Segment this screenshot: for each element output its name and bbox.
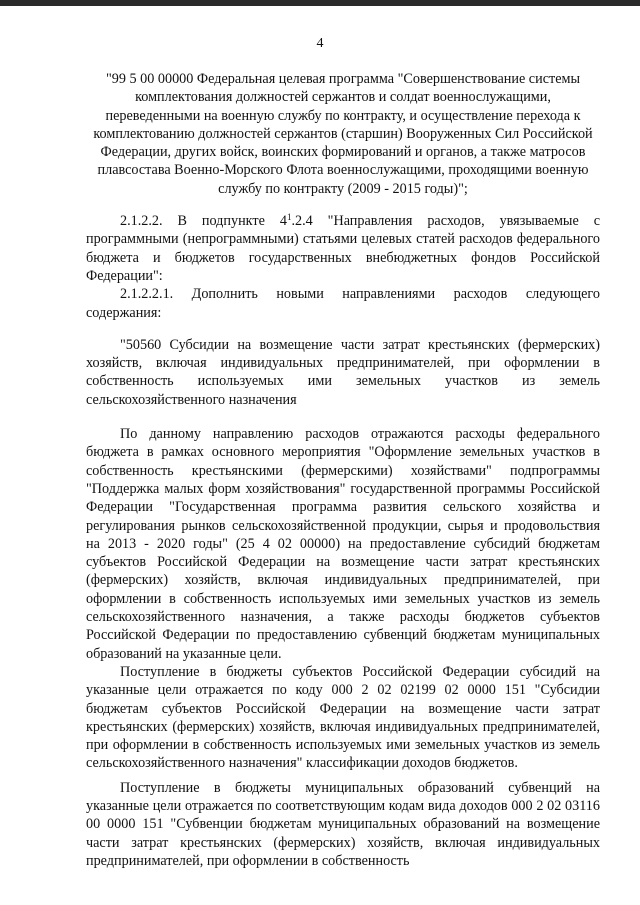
direction-50560: "50560 Субсидии на возмещение части затрат крестьянских (фермерских) хозяйств, включая индивидуальных предпринимателей, при оформлении в собственность используемых ими земельных участков из земель сельскохозяйственного назначения: [86, 336, 600, 408]
program-heading: "99 5 00 00000 Федеральная целевая программа "Совершенствование системы комплектования должностей сержантов и солдат военнослужащими, переведенными на военную службу по контракту, и осуществление перехода к комплектованию должностей сержантов (старшин) Вооруженных Сил Российской Федерации, других войск, воинских формирований и органов, а также матросов плавсостава Военно-Морского Флота военнослужащими, проходящими военную службу по контракту (2009 - 2015 годы)";: [93, 71, 593, 197]
paragraph-municipal-receipts: Поступление в бюджеты муниципальных образований субвенций на указанные цели отражается по соответствующим кодам вида доходов 000 2 02 03116 00 0000 151 "Субвенции бюджетам муниципальных образований на возмещение части затрат крестьянских (фермерских) хозяйств, включая индивидуальных предпринимателей, при оформлении в собственность: [86, 779, 600, 869]
paragraph-subject-receipts: Поступление в бюджеты субъектов Российской Федерации субсидий на указанные цели отражается по коду 000 2 02 02199 02 0000 151 "Субсидии бюджетам субъектов Российской Федерации на возмещение части затрат крестьянских (фермерских) хозяйств, включая индивидуальных предпринимателей, при оформлении в собственность используемых ими земельных участков из земель сельскохозяйственного назначения" классификации доходов бюджетов.: [86, 663, 600, 772]
clause-2-1-2-2-1: 2.1.2.2.1. Дополнить новыми направлениями расходов следующего содержания:: [86, 286, 600, 321]
superscript-index: 1: [286, 212, 292, 223]
document-body: [86, 70, 600, 870]
page-top-edge: [0, 0, 640, 6]
clause-2-1-2-2: 2.1.2.2. В подпункте $4^1.2.4$ "Направления расходов, увязываемые с программными (непрограммными) статьями целевых статей расходов федерального бюджета и бюджетов государственных внебюджетных фондов Российской Федерации":: [86, 212, 600, 284]
page-number: 4: [316, 36, 324, 51]
paragraph-description: По данному направлению расходов отражаются расходы федерального бюджета в рамках основного мероприятия "Оформление земельных участков в собственность крестьянскими (фермерскими) хозяйствами" подпрограммы "Поддержка малых форм хозяйствования" государственной программы Российской Федерации "Государственная программа развития сельского хозяйства и регулирования рынков сельскохозяйственной продукции, сырья и продовольствия на 2013 - 2020 годы" (25 4 02 00000) на предоставление субсидий бюджетам субъектов Российской Федерации на возмещение части затрат крестьянских (фермерских) хозяйств, включая индивидуальных предпринимателей, при оформлении в собственность используемых ими земельных участков из земель сельскохозяйственного назначения, а также расходы бюджетов субъектов Российской Федерации по предоставлению субвенций бюджетам муниципальных образований на указанные цели.: [86, 426, 600, 662]
